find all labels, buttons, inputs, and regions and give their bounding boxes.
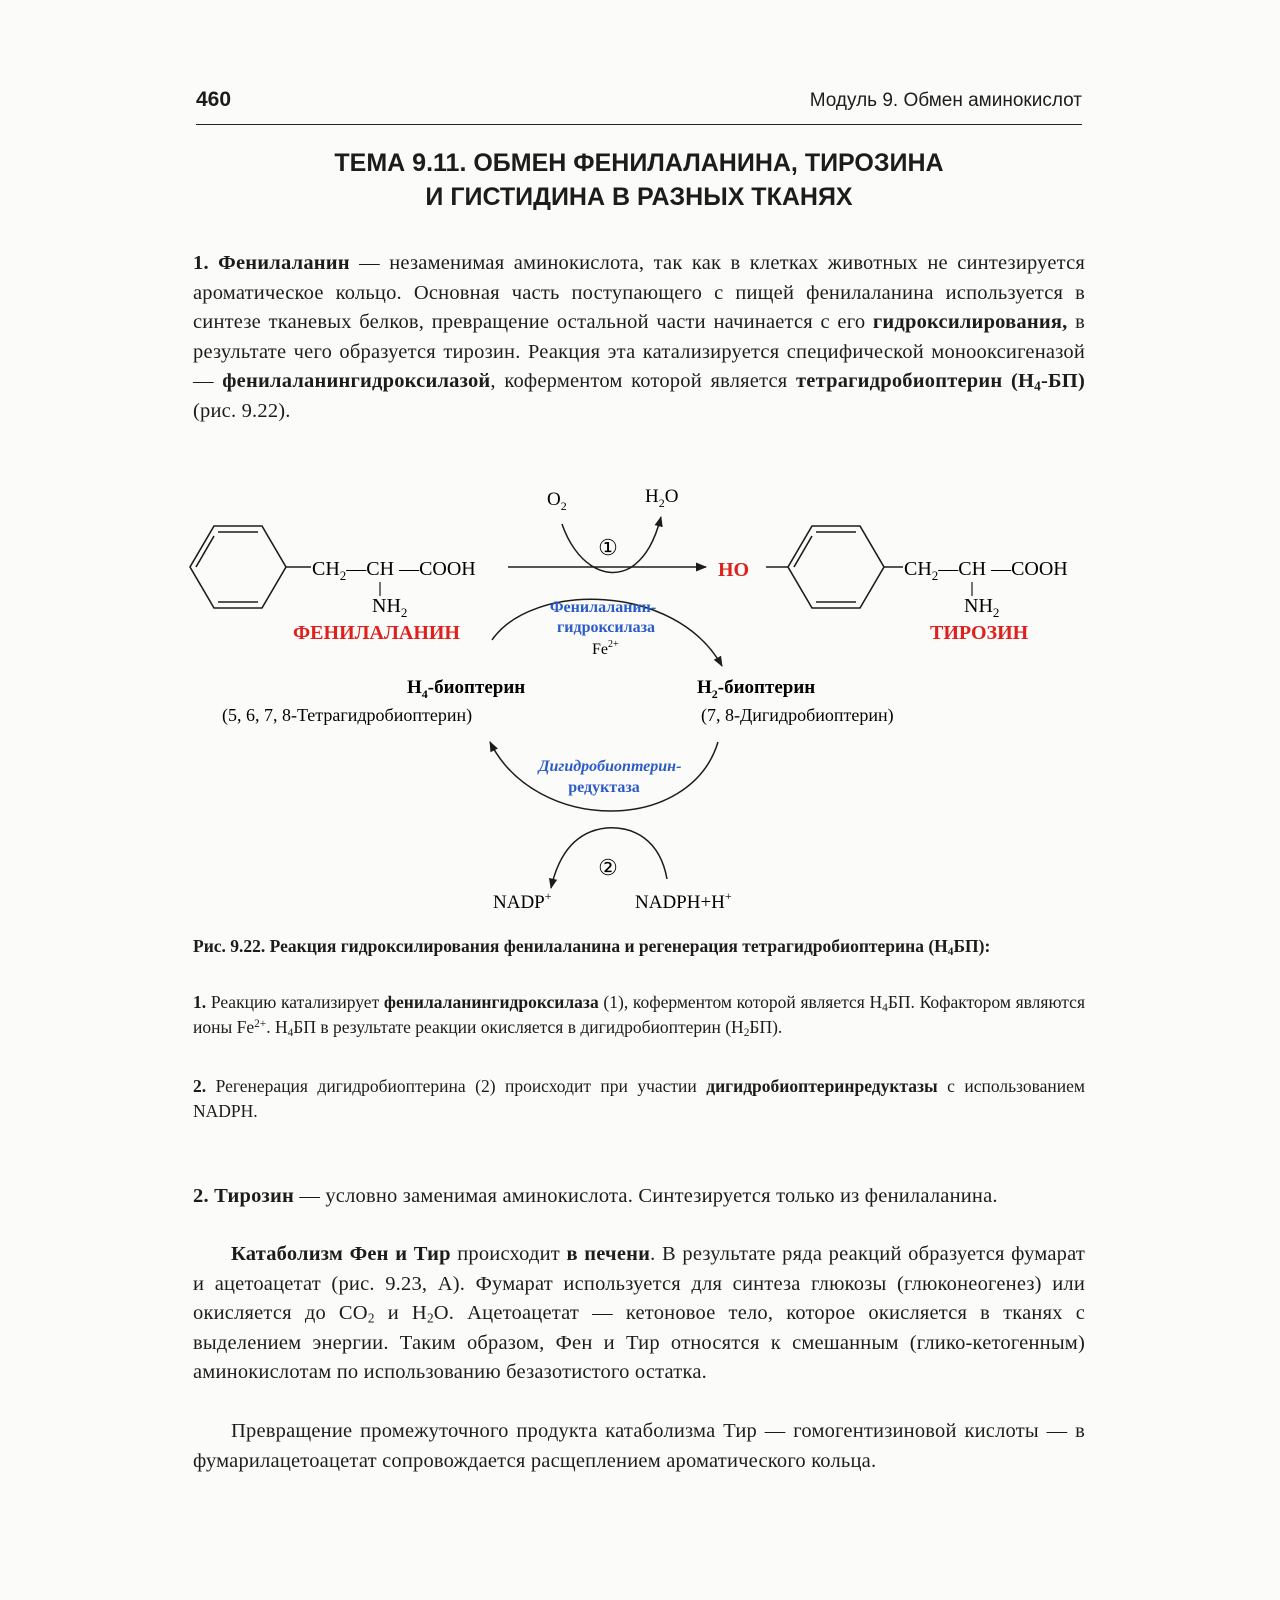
enzyme-reductase-line-2: редуктаза [568, 779, 640, 796]
item-number: 1. [193, 992, 207, 1012]
enzyme-hydroxylase-line-2: гидроксилаза [556, 619, 656, 636]
term-phenylalanine: Фенилаланин [218, 252, 350, 274]
caption-text: БП): [953, 936, 991, 956]
h4-biopterin-label: $Н_4$-биоптерин [407, 677, 526, 701]
phe-side-chain: $CH_2—CH$ —COOH [312, 558, 476, 583]
caption-note-1 [193, 990, 1085, 1040]
oxygen-label: $O_2$ [547, 489, 567, 513]
text-run: БП). [749, 1017, 783, 1037]
enzyme-reductase-line-1: Дигидробиоптерин- [538, 758, 682, 775]
running-head: Модуль 9. Обмен аминокислот [809, 90, 1082, 111]
bold-run: тетрагидробиоптерин (Н [796, 370, 1035, 393]
biopterin-regeneration-arc [490, 742, 718, 811]
step-1-marker: ① [598, 535, 618, 560]
subscript: 2 [743, 1026, 750, 1039]
subscript: 2 [426, 1310, 434, 1326]
text-run: — незаменимая аминокислота, так как в клетках животных не синтезируется ароматическое кольцо. Основная часть поступающего с пищей фенилаланина используется в синтезе тканевых белков, превращение остальной части начинается с его [193, 252, 1086, 334]
caption-text: Рис. 9.22. Реакция гидроксилирования фенилаланина и регенерация тетрагидробиоптерина (Н [193, 936, 948, 956]
subscript: 4 [882, 1001, 888, 1014]
paragraph-catabolism [193, 1240, 1085, 1388]
bold-run: фенилаланингидроксилаза [383, 992, 599, 1012]
title-line-1: ТЕМА 9.11. ОБМЕН ФЕНИЛАЛАНИНА, ТИРОЗИНА [334, 149, 944, 177]
subscript: 2 [367, 1310, 375, 1326]
text-run: происходит [450, 1243, 567, 1265]
bold-run: в печени [566, 1243, 651, 1265]
item-number: 2. [193, 1076, 207, 1096]
text-run: (рис. 9.22). [193, 399, 291, 422]
tetrahydrobiopterin-full-name: (5, 6, 7, 8-Тетрагидробиоптерин) [222, 705, 473, 725]
nadph-label: NADPH+H+ [635, 889, 732, 913]
item-number: 2. [193, 1185, 209, 1207]
subscript: 4 [947, 945, 954, 958]
bold-run: -БП) [1041, 370, 1085, 393]
caption-note-2 [193, 1074, 1085, 1124]
item-number: 1. [193, 252, 209, 274]
page-number: 460 [196, 88, 232, 111]
iron-cofactor: $Fe^{2+}$ [592, 639, 619, 658]
bold-run: Катаболизм Фен и Тир [231, 1243, 451, 1265]
paragraph-homogentisic [193, 1417, 1085, 1476]
text-run: и Н [374, 1302, 427, 1325]
tyr-amino-group: $NH_2$ [964, 595, 1000, 620]
subscript: 4 [1034, 378, 1042, 394]
text-run: (1), коферментом которой является Н [598, 992, 883, 1012]
benzene-ring-phenylalanine [190, 526, 286, 608]
bold-run: гидроксилирования, [872, 311, 1068, 334]
text-run: О. Ацетоацетат — кетоновое тело, которое окисляется в тканях с выделением энергии. Таким образом, Фен и Тир относятся к смешанным (глико-кетогенным) аминокислотам по использованию безазотистого остатка. [193, 1302, 1085, 1384]
text-run: , коферментом которой является [490, 370, 796, 393]
text-run: — условно заменимая аминокислота. Синтезируется только из фенилаланина. [294, 1185, 998, 1207]
h2-biopterin-label: $Н_2$-биоптерин [697, 677, 816, 701]
paragraph-tyrosine [193, 1182, 1085, 1212]
phe-amino-group: $NH_2$ [372, 595, 408, 620]
text-run: с использованием NADPH. [193, 1076, 1085, 1121]
text-run: Превращение промежуточного продукта катаболизма Тир — гомогентизиновой кислоты — в фумарилацетоацетат сопровождается расщеплением ароматического кольца. [193, 1420, 1085, 1472]
water-label: $H_2O$ [645, 486, 679, 510]
enzyme-hydroxylase-line-1: Фенилаланин- [549, 599, 657, 616]
figure-caption [193, 934, 1085, 959]
bold-run: дигидробиоптеринредуктазы [706, 1076, 938, 1096]
benzene-ring-tyrosine [788, 526, 884, 608]
subscript: 4 [287, 1026, 294, 1039]
text-run: в результате чего образуется тирозин. Реакция эта катализируется специфической монооксигеназой — [193, 311, 1085, 393]
text-run: БП в результате реакции окисляется в дигидробиоптерин (Н [293, 1017, 744, 1037]
dihydrobiopterin-full-name: (7, 8-Дигидробиоптерин) [701, 705, 894, 725]
text-run: . Н [266, 1017, 288, 1037]
text-run: Реакцию катализирует [206, 992, 384, 1012]
bold-run: фенилаланингидроксилазой [222, 370, 491, 393]
title-line-2: И ГИСТИДИНА В РАЗНЫХ ТКАНЯХ [425, 183, 853, 211]
text-run: Регенерация дигидробиоптерина (2) происходит при участии [206, 1076, 707, 1096]
tyr-side-chain: $CH_2—CH$ —COOH [904, 558, 1068, 583]
phenylalanine-label: ФЕНИЛАЛАНИН [293, 622, 460, 644]
hydroxyl-group: HO [718, 559, 750, 581]
text-run: БП. Кофактором являются ионы Fe [193, 992, 1085, 1037]
nadp-label: NADP+ [493, 889, 552, 913]
text-run: . В результате ряда реакций образуется фумарат и ацетоацетат (рис. 9.23, А). Фумарат используется для синтеза глюкозы (глюконеогенез) или окисляется до СО [193, 1243, 1085, 1325]
term-tyrosine: Тирозин [214, 1185, 294, 1207]
step-2-marker: ② [598, 855, 618, 880]
superscript: 2+ [254, 1017, 267, 1030]
tyrosine-label: ТИРОЗИН [930, 622, 1029, 644]
